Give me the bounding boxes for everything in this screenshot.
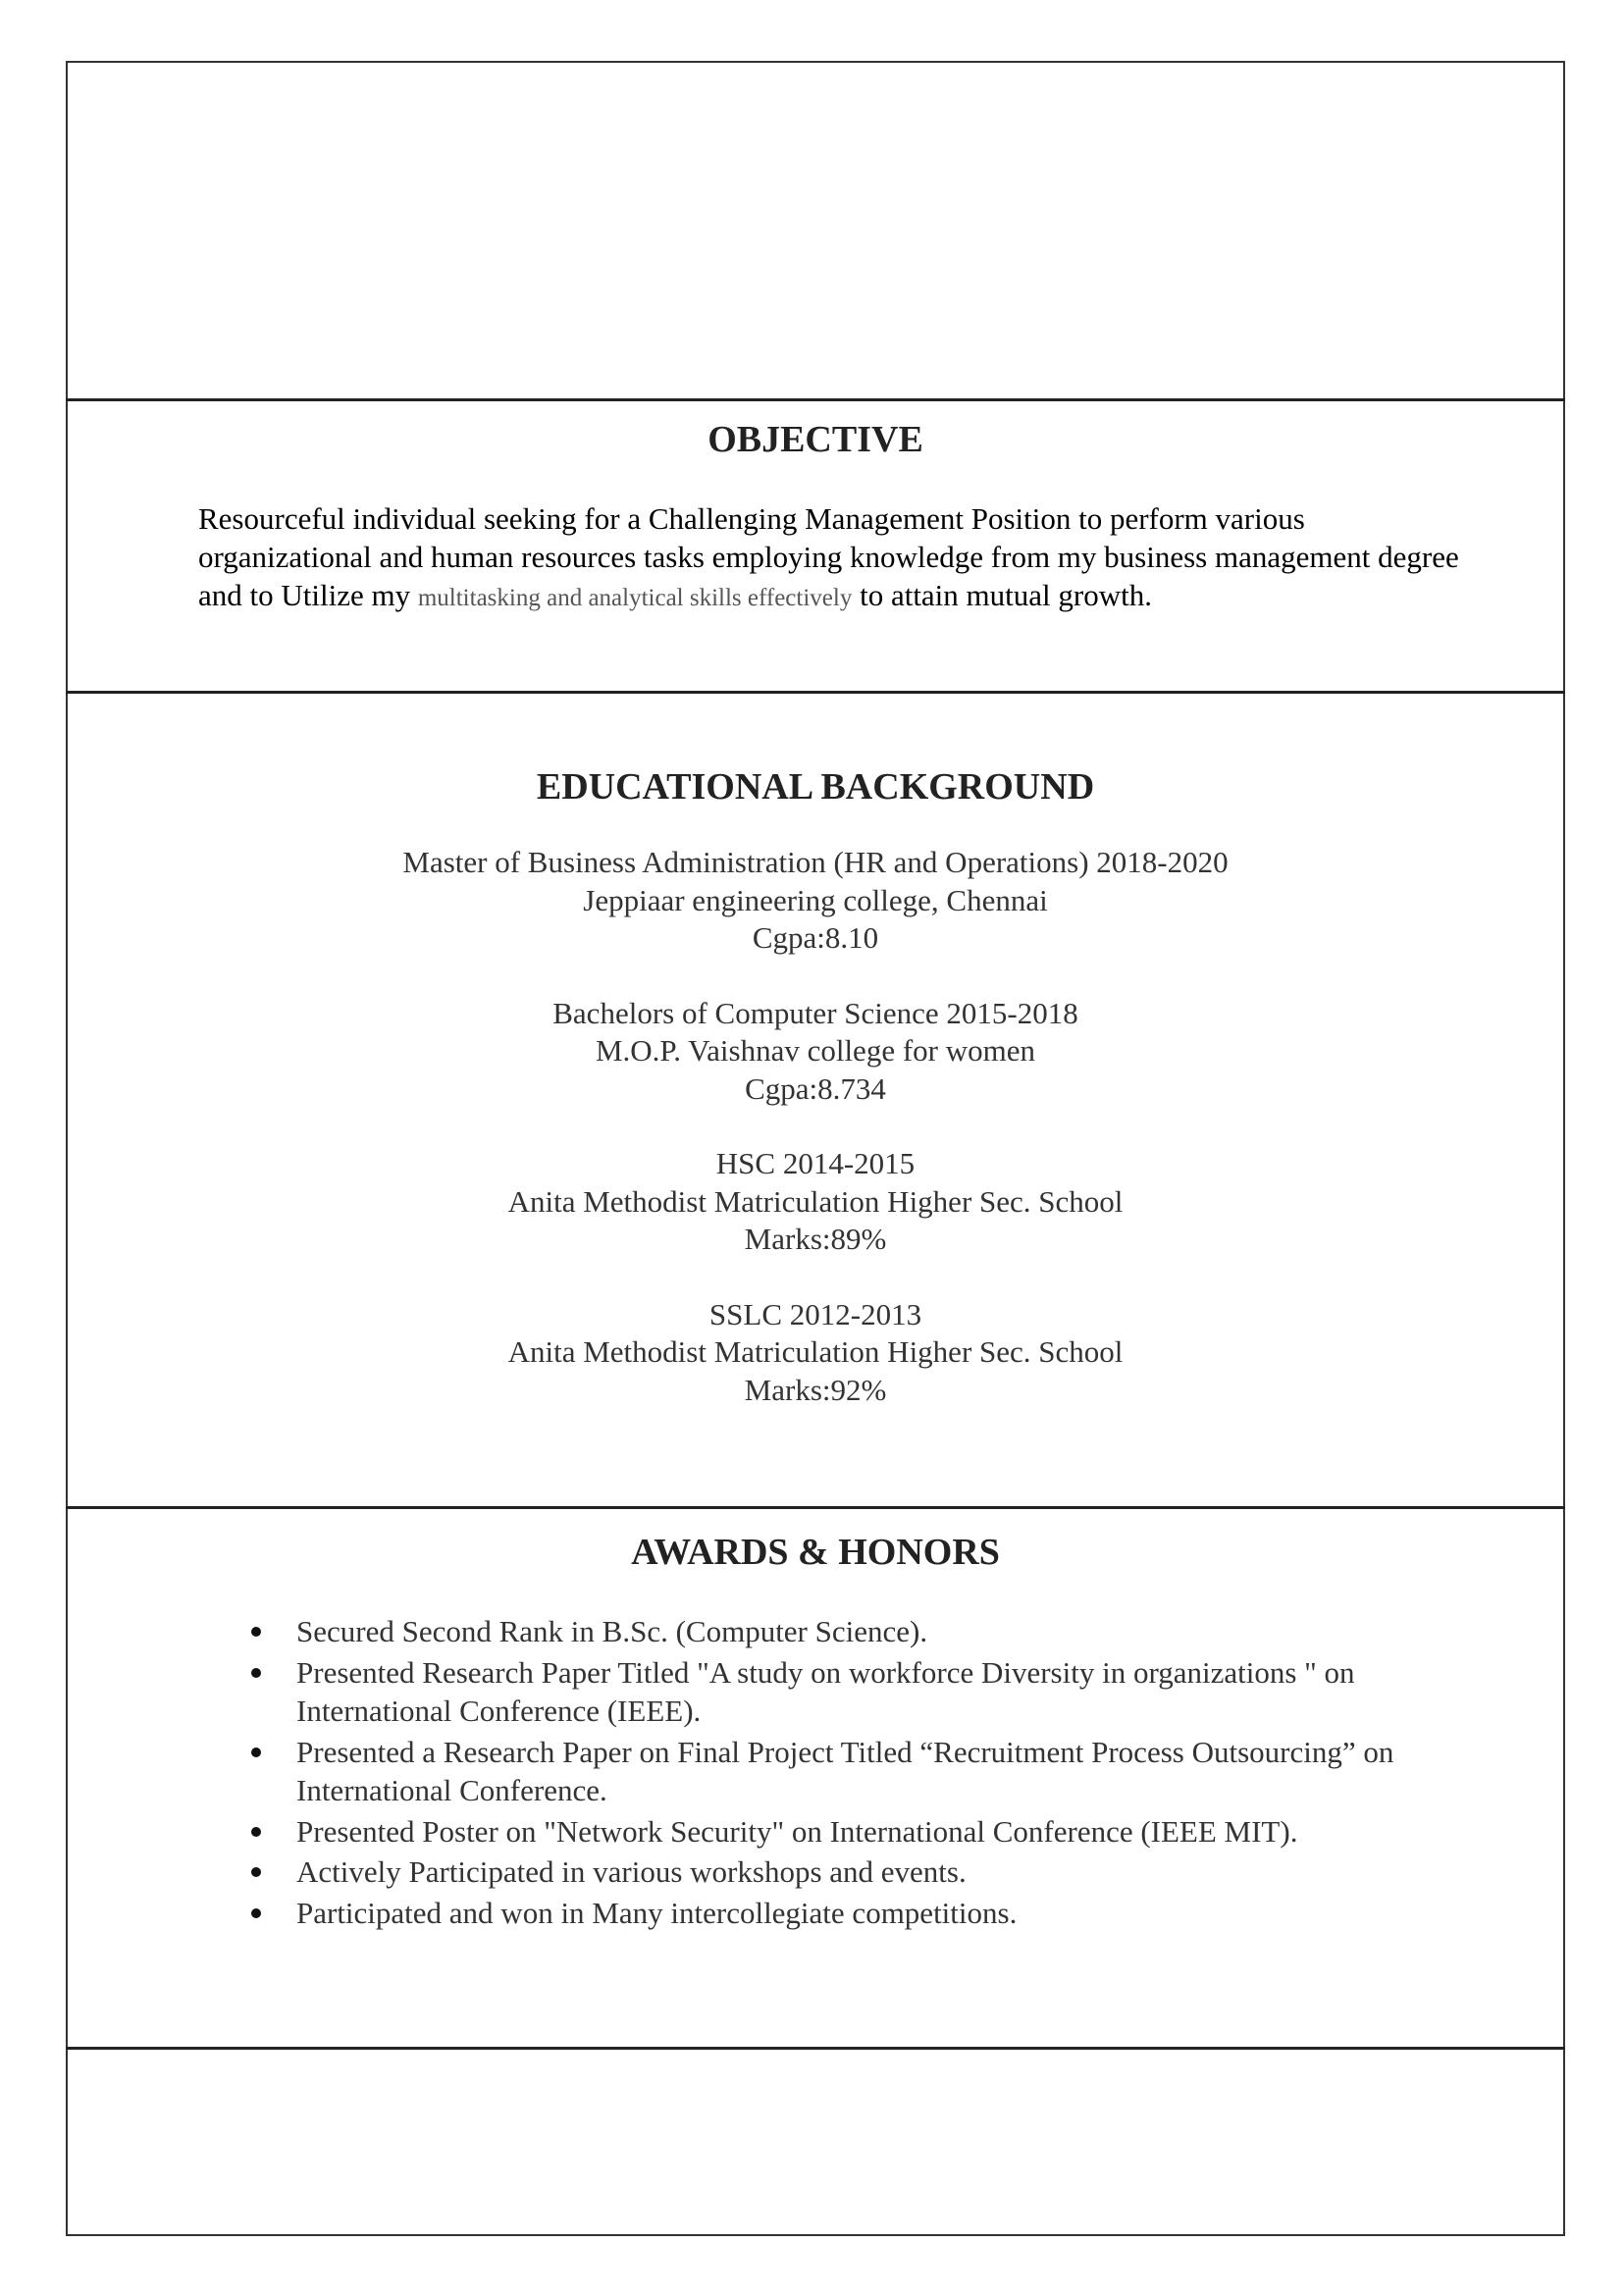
award-text: Presented Research Paper Titled "A study on workforce Diversity in organizations " on International Conference (IEEE). xyxy=(296,1654,1355,1728)
section-divider xyxy=(66,691,1565,694)
award-text: Presented Poster on "Network Security" on International Conference (IEEE MIT). xyxy=(296,1813,1298,1849)
education-entry xyxy=(66,1145,1565,1259)
education-score: Marks:92% xyxy=(744,1372,887,1407)
bullet-icon xyxy=(251,1827,261,1837)
education-degree: SSLC 2012-2013 xyxy=(708,1296,922,1331)
education-entry xyxy=(66,995,1565,1109)
award-text: Secured Second Rank in B.Sc. (Computer Science). xyxy=(296,1614,928,1648)
award-text: Presented a Research Paper on Final Project Titled “Recruitment Process Outsourcing” on International Conference. xyxy=(296,1734,1394,1807)
award-item xyxy=(245,1612,1452,1651)
education-institution: Jeppiaar engineering college, Chennai xyxy=(583,882,1048,917)
bullet-icon xyxy=(251,1668,261,1678)
award-item xyxy=(245,1812,1452,1852)
education-degree: HSC 2014-2015 xyxy=(715,1146,916,1180)
section-divider xyxy=(66,1506,1565,1509)
bullet-icon xyxy=(251,1867,261,1877)
bullet-icon xyxy=(251,1747,261,1757)
education-score: Cgpa:8.734 xyxy=(745,1070,886,1106)
education-score: Marks:89% xyxy=(744,1222,887,1256)
section-divider xyxy=(66,398,1565,401)
awards-heading: AWARDS & HONORS xyxy=(631,1532,1000,1573)
award-item xyxy=(245,1852,1452,1892)
education-institution: M.O.P. Vaishnav college for women xyxy=(595,1033,1035,1068)
objective-heading: OBJECTIVE xyxy=(707,419,923,460)
education-heading: EDUCATIONAL BACKGROUND xyxy=(536,766,1095,808)
education-list xyxy=(66,844,1565,1446)
objective-text-part1: Resourceful individual seeking for a Challenging Management Position to perform various organizational and human resources tasks employing knowledge from my business management degree and to Utilize my xyxy=(198,501,1459,612)
award-text: Actively Participated in various workshops and events. xyxy=(296,1854,967,1889)
bullet-icon xyxy=(251,1627,261,1637)
education-score: Cgpa:8.10 xyxy=(752,920,879,955)
award-item xyxy=(245,1733,1452,1810)
awards-list xyxy=(245,1612,1452,1934)
education-entry xyxy=(66,844,1565,958)
education-degree: Bachelors of Computer Science 2015-2018 xyxy=(552,995,1078,1030)
education-institution: Anita Methodist Matriculation Higher Sec. School xyxy=(507,1183,1124,1219)
bullet-icon xyxy=(251,1908,261,1918)
objective-text-muted: multitasking and analytical skills effectively xyxy=(417,585,853,611)
education-entry xyxy=(66,1296,1565,1410)
education-degree: Master of Business Administration (HR and Operations) 2018-2020 xyxy=(402,845,1229,879)
section-divider xyxy=(66,2047,1565,2050)
award-item xyxy=(245,1894,1452,1933)
education-institution: Anita Methodist Matriculation Higher Sec. School xyxy=(507,1334,1124,1369)
award-item xyxy=(245,1653,1452,1731)
objective-text xyxy=(198,499,1474,617)
objective-text-part2: to attain mutual growth. xyxy=(852,578,1152,612)
award-text: Participated and won in Many intercollegiate competitions. xyxy=(296,1895,1018,1930)
